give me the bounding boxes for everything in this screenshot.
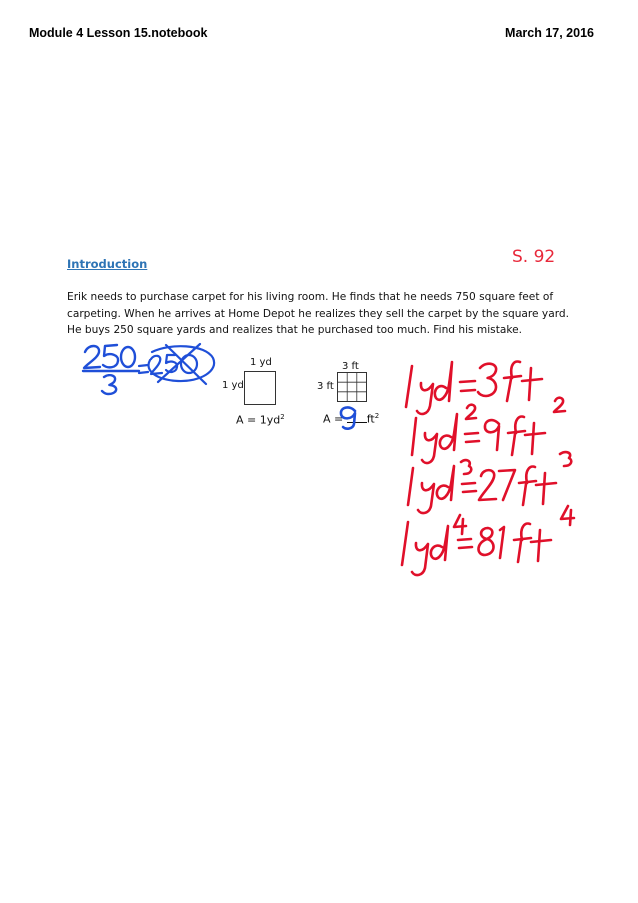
page-number: S. 92 [512,247,556,267]
blank-fill-nine [341,407,355,428]
yard-side-top-label: 1 yd [250,357,272,368]
intro-heading: Introduction [67,257,148,271]
feet-area-label: $A = ft^2$ [323,412,380,426]
red-line-4 [402,506,574,575]
notebook-title: Module 4 Lesson 15.notebook [29,26,208,40]
notebook-date: March 17, 2016 [505,26,594,40]
blue-result [139,344,214,384]
feet-side-left-label: 3 ft [317,381,334,392]
red-line-2 [412,398,565,463]
red-conversions [402,362,574,576]
blue-fraction [83,345,139,394]
yard-area-label: $A = 1yd^2$ [236,413,285,427]
problem-text: Erik needs to purchase carpet for his living room. He finds that he needs 750 square feet of carpeting. When he arrives at Home Depot he realizes they sell the carpet by the square yard. He buys 250 square yards and realizes that he purchased too much. Find his mistake. [67,291,569,336]
yard-side-left-label: 1 yd [222,380,244,391]
feet-side-top-label: 3 ft [342,361,359,372]
